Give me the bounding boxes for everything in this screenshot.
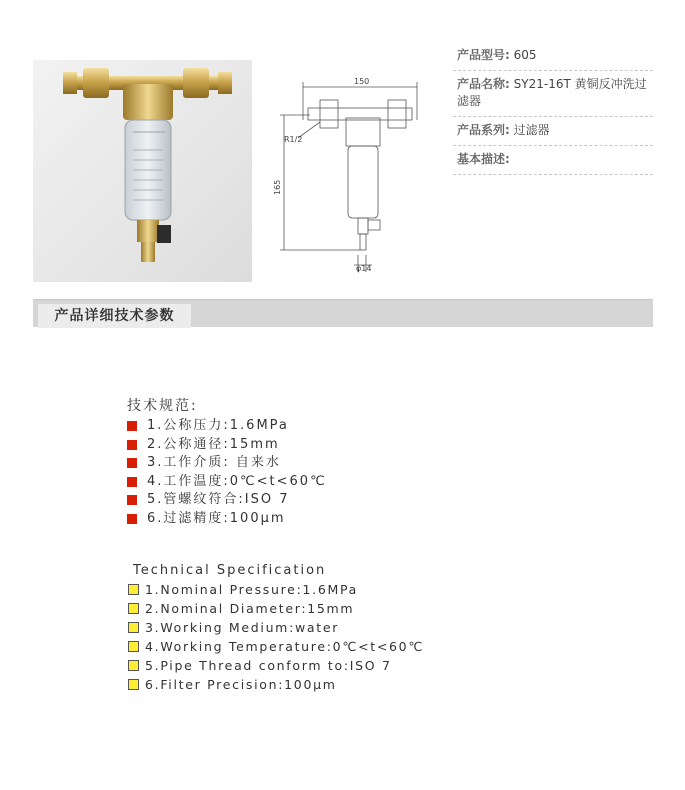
filter-illustration — [33, 60, 252, 282]
height-label: 165 — [273, 179, 282, 195]
info-value: 605 — [513, 48, 537, 62]
info-value: SY21-16T 黄铜反冲洗过滤器 — [457, 77, 647, 108]
info-key: 基本描述: — [457, 152, 510, 166]
spec-text: 6.Filter Precision:100μm — [145, 677, 337, 692]
info-row-series — [453, 117, 653, 146]
red-square-icon — [127, 458, 137, 468]
spec-text: 4.工作温度:0℃<t<60℃ — [147, 473, 327, 489]
spec-chinese — [127, 395, 327, 528]
yellow-square-icon — [128, 622, 139, 633]
red-square-icon — [127, 514, 137, 524]
info-key: 产品名称: — [457, 77, 510, 91]
yellow-square-icon — [128, 603, 139, 614]
product-photo — [33, 60, 252, 282]
list-item — [127, 491, 327, 510]
yellow-square-icon — [128, 660, 139, 671]
bottom-label: φ14 — [356, 264, 372, 273]
spec-text: 2.公称通径:15mm — [147, 436, 280, 452]
tab-product-details[interactable]: 产品详细技术参数 — [38, 304, 191, 328]
yellow-square-icon — [128, 641, 139, 652]
yellow-square-icon — [128, 584, 139, 595]
info-key: 产品型号: — [457, 48, 510, 62]
spec-text: 6.过滤精度:100μm — [147, 510, 286, 526]
thread-label: R1/2 — [284, 135, 303, 144]
list-item — [127, 436, 327, 455]
list-item — [128, 580, 424, 599]
list-item — [127, 417, 327, 436]
dimension-diagram — [270, 60, 435, 282]
list-item — [127, 473, 327, 492]
info-row-model — [453, 42, 653, 71]
spec-text: 1.Nominal Pressure:1.6MPa — [145, 582, 358, 597]
info-value: 过滤器 — [513, 123, 550, 137]
section-bar — [33, 299, 653, 327]
list-item — [127, 454, 327, 473]
red-square-icon — [127, 421, 137, 431]
spec-text: 3.工作介质: 自来水 — [147, 455, 281, 470]
list-item — [128, 599, 424, 618]
info-key: 产品系列: — [457, 123, 510, 137]
info-row-name — [453, 71, 653, 117]
info-row-description — [453, 146, 653, 175]
spec-text: 4.Working Temperature:0℃<t<60℃ — [145, 639, 425, 654]
yellow-square-icon — [128, 679, 139, 690]
list-item — [127, 510, 327, 529]
spec-text: 1.公称压力:1.6MPa — [147, 418, 289, 433]
red-square-icon — [127, 477, 137, 487]
spec-text: 5.管螺纹符合:ISO 7 — [147, 492, 290, 507]
red-square-icon — [127, 440, 137, 450]
list-item — [128, 618, 424, 637]
product-info — [453, 42, 653, 175]
red-square-icon — [127, 495, 137, 505]
spec-text: 3.Working Medium:water — [145, 620, 340, 635]
list-item — [128, 656, 424, 675]
spec-text: 5.Pipe Thread conform to:ISO 7 — [145, 658, 392, 673]
list-item — [128, 637, 424, 656]
spec-heading: Technical Specification — [133, 563, 327, 578]
spec-english — [133, 563, 424, 694]
width-label: 150 — [354, 77, 370, 86]
technical-drawing — [270, 60, 435, 282]
spec-text: 2.Nominal Diameter:15mm — [145, 601, 355, 616]
spec-heading: 技术规范: — [127, 398, 198, 414]
list-item — [128, 675, 424, 694]
